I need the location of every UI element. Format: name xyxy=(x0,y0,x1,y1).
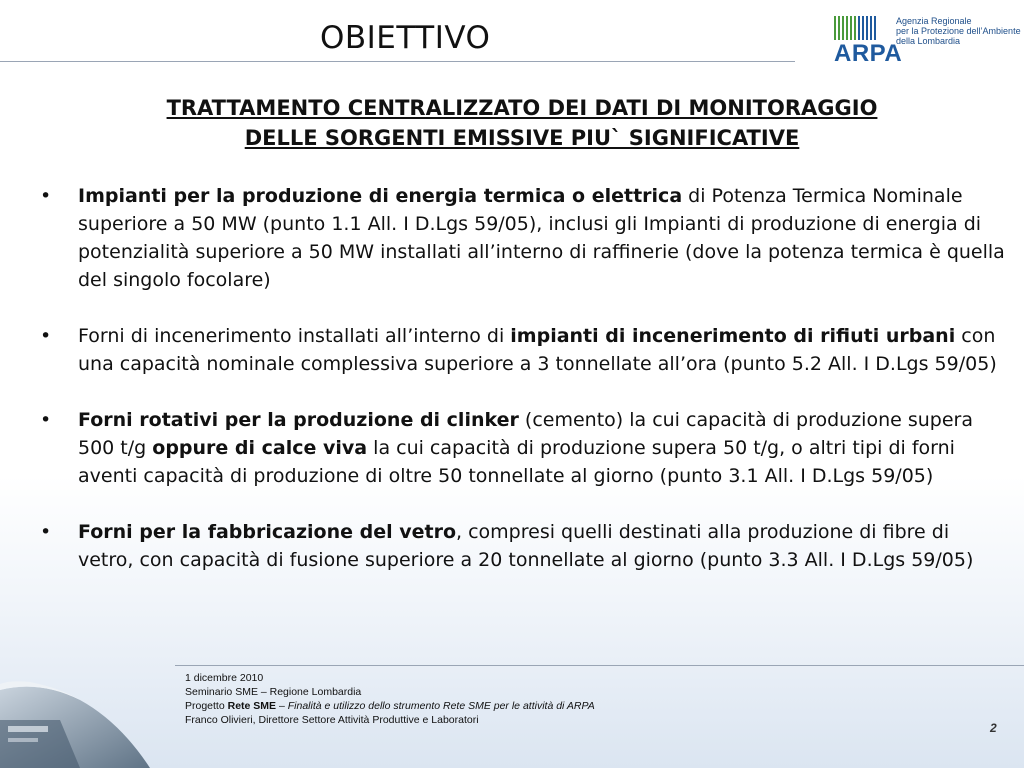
bullet-dot-icon: • xyxy=(40,185,52,207)
arpa-logo-bars-icon xyxy=(834,14,880,40)
bullet-4-bold: Forni per la fabbricazione del vetro xyxy=(78,521,457,543)
bullet-item-clinker xyxy=(40,406,1010,490)
footer-seminar: Seminario SME – Regione Lombardia xyxy=(185,686,362,698)
arpa-logo-text: ARPA xyxy=(834,40,903,67)
bullet-item-incenerimento xyxy=(40,322,1010,378)
footer-date: 1 dicembre 2010 xyxy=(185,672,264,684)
bullet-2-text-1: Forni di incenerimento installati all’interno di xyxy=(78,325,511,347)
bullet-item-energia xyxy=(40,182,1010,294)
heading-line-1: TRATTAMENTO CENTRALIZZATO DEI DATI DI MONITORAGGIO xyxy=(166,96,878,120)
bullet-dot-icon: • xyxy=(40,325,52,347)
bullet-list xyxy=(40,182,1010,602)
bullet-dot-icon: • xyxy=(40,521,52,543)
footer-project-prefix: Progetto xyxy=(185,700,228,712)
heading-line-2: DELLE SORGENTI EMISSIVE PIU` SIGNIFICATIVE xyxy=(244,126,800,150)
bullet-item-vetro xyxy=(40,518,1010,574)
bullet-2-bold: impianti di incenerimento di rifiuti urbani xyxy=(510,325,956,347)
logo-line-2: per la Protezione dell’Ambiente xyxy=(896,26,1021,36)
bullet-2-text-2: con una capacità nominale complessiva superiore a 3 tonnellate all’ora (punto 5.2 All. I D.Lgs 59/05) xyxy=(78,325,997,375)
footer-project-italic: Finalità e utilizzo dello strumento Rete SME per le attività di ARPA xyxy=(287,700,595,712)
arpa-logo-caption xyxy=(896,16,1021,46)
title-divider xyxy=(0,61,795,62)
bullet-dot-icon: • xyxy=(40,409,52,431)
bullet-3-bold-2: oppure di calce viva xyxy=(152,437,368,459)
footer-project-dash: – xyxy=(276,700,288,712)
page-number: 2 xyxy=(990,721,997,735)
footer xyxy=(185,671,595,727)
bullet-1-bold: Impianti per la produzione di energia termica o elettrica xyxy=(78,185,683,207)
footer-project xyxy=(185,699,595,713)
bullet-3-text-1: (cemento) la cui capacità di produzione supera 500 t/g xyxy=(78,409,974,459)
arpa-logo xyxy=(834,14,1021,67)
footer-project-bold: Rete SME xyxy=(227,700,277,712)
bullet-4-text: , compresi quelli destinati alla produzione di fibre di vetro, con capacità di fusione superiore a 20 tonnellate al giorno (punto 3.3 All. I D.Lgs 59/05) xyxy=(78,521,974,571)
bullet-1-text: di Potenza Termica Nominale superiore a 50 MW (punto 1.1 All. I D.Lgs 59/05), inclusi gli Impianti di produzione di energia di potenzialità superiore a 50 MW installati all’interno di raffinerie (dove la potenza termica è quella del singolo focolare) xyxy=(78,185,1005,291)
logo-line-1: Agenzia Regionale xyxy=(896,16,972,26)
slide-heading xyxy=(70,93,974,153)
footer-divider xyxy=(175,665,1024,666)
bullet-3-bold-1: Forni rotativi per la produzione di clinker xyxy=(78,409,519,431)
footer-author: Franco Olivieri, Direttore Settore Attività Produttive e Laboratori xyxy=(185,714,479,726)
corner-photo-icon xyxy=(0,660,160,768)
logo-line-3: della Lombardia xyxy=(896,36,961,46)
bullet-3-text-2: la cui capacità di produzione supera 50 t/g, o altri tipi di forni aventi capacità di produzione di oltre 50 tonnellate al giorno (punto 3.1 All. I D.Lgs 59/05) xyxy=(78,437,955,487)
slide-title: OBIETTIVO xyxy=(320,20,491,56)
